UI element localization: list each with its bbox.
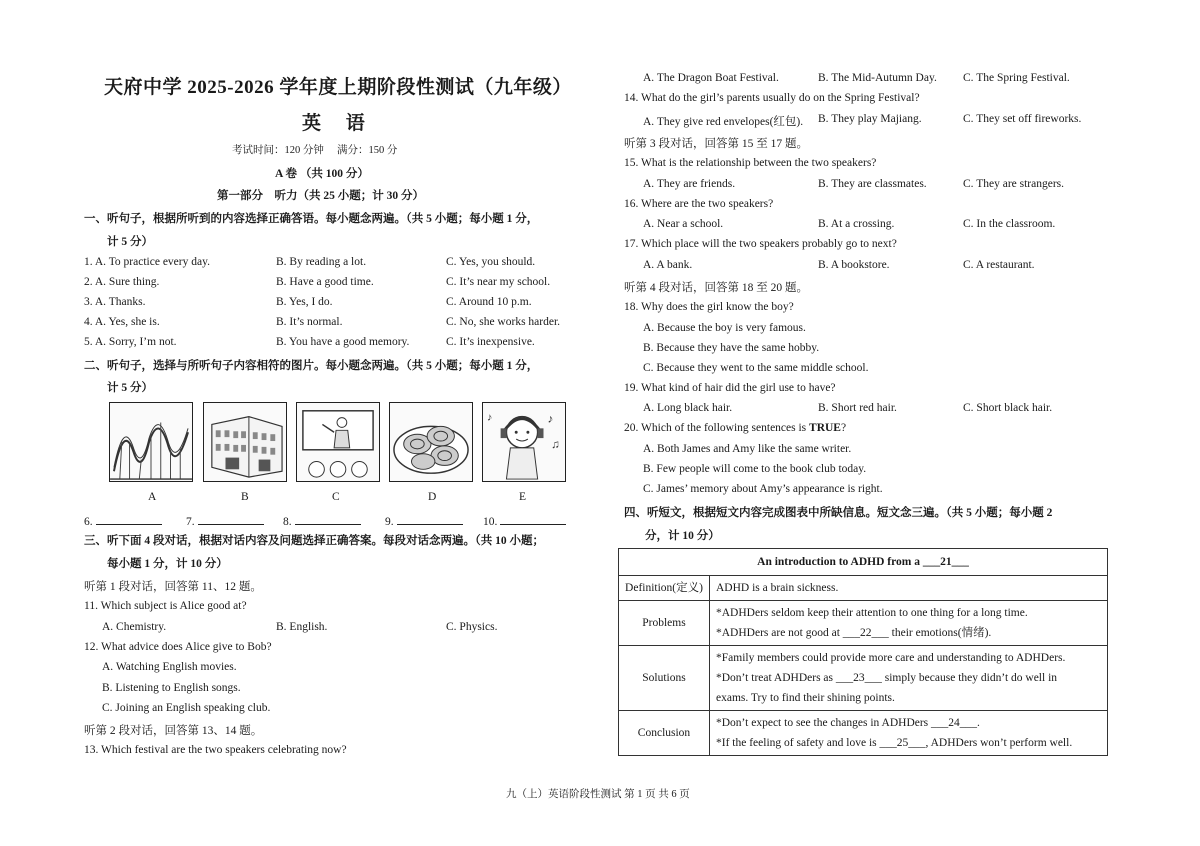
q14-option-c: C. They set off fireworks. [963,113,1082,125]
answer-blank-9[interactable]: 9. [385,512,463,528]
volume-heading: A 卷 （共 100 分） [275,168,369,180]
table-title: An introduction to ADHD from a ___21___ [619,549,1108,576]
q15-option-a: A. They are friends. [643,178,736,190]
table-row [619,576,1108,601]
q11-option-a: A. Chemistry. [102,621,167,633]
q5-option-c: C. It’s inexpensive. [446,336,535,348]
svg-text:♪: ♪ [547,412,554,426]
picture-d-mooncakes [389,402,473,482]
q20-option-c: C. James’ memory about Amy’s appearance is right. [643,483,883,495]
section3-heading-cont: 每小题 1 分，计 10 分） [107,558,228,570]
section3-heading: 三、听下面 4 段对话，根据对话内容及问题选择正确答案。每段对话念两遍。（共 10 小题； [84,535,544,547]
q2-option-b: B. Have a good time. [276,276,374,288]
q5-option-b: B. You have a good memory. [276,336,410,348]
q17-option-b: B. A bookstore. [818,259,890,271]
q5-option-a: 5. A. Sorry, I’m not. [84,336,177,348]
adhd-table [618,548,1108,756]
section4-heading: 四、听短文，根据短文内容完成图表中所缺信息。短文念三遍。（共 5 小题；每小题 2 [624,507,1053,519]
q2-option-c: C. It’s near my school. [446,276,551,288]
q4-option-b: B. It’s normal. [276,316,343,328]
answer-blank-10[interactable]: 10. [483,512,566,528]
picture-label-b: B [241,491,249,503]
page-title: 天府中学 2025-2026 学年度上期阶段性测试（九年级） [104,77,572,98]
q3-option-c: C. Around 10 p.m. [446,296,532,308]
q1-option-c: C. Yes, you should. [446,256,536,268]
q13-option-b: B. The Mid-Autumn Day. [818,72,937,84]
row-label-definition: Definition(定义) [619,576,710,601]
q4-option-c: C. No, she works harder. [446,316,561,328]
row-label-solutions: Solutions [619,646,710,711]
picture-label-c: C [332,491,340,503]
q11-option-b: B. English. [276,621,328,633]
page-footer: 九（上）英语阶段性测试 第 1 页 共 6 页 [506,789,690,800]
q19-option-b: B. Short red hair. [818,402,897,414]
table-header-row [619,549,1108,576]
row-content-definition: ADHD is a brain sickness. [710,576,1108,601]
section1-heading: 一、听句子，根据所听到的内容选择正确答语。每小题念两遍。（共 5 小题；每小题 1 分， [84,213,539,225]
row-content-conclusion: *Don’t expect to see the changes in ADHDers ___24___. *If the feeling of safety and love is ___25___, ADHDers won’t perform well. [710,711,1108,756]
q17-stem: 17. Which place will the two speakers probably go to next? [624,238,897,250]
q20-stem: 20. Which of the following sentences is TRUE? [624,422,847,434]
q1-option-a: 1. A. To practice every day. [84,256,210,268]
q18-option-a: A. Because the boy is very famous. [643,322,806,334]
q20-option-a: A. Both James and Amy like the same writer. [643,443,852,455]
picture-label-d: D [428,491,437,503]
q13-option-c: C. The Spring Festival. [963,72,1070,84]
part-heading: 第一部分 听力（共 25 小题；计 30 分） [217,190,424,202]
section1-heading-cont: 计 5 分） [107,236,153,248]
picture-label-a: A [148,491,157,503]
q16-option-a: A. Near a school. [643,218,724,230]
svg-text:♪: ♪ [486,411,493,424]
row-content-solutions: *Family members could provide more care and understanding to ADHDers. *Don’t treat ADHDers as ___23___ simply because they didn’t do well in exams. Try to find their shining points. [710,646,1108,711]
q12-option-c: C. Joining an English speaking club. [102,702,271,714]
q17-option-c: C. A restaurant. [963,259,1035,271]
q2-option-a: 2. A. Sure thing. [84,276,160,288]
q16-option-c: C. In the classroom. [963,218,1056,230]
dialogue-3-instruction: 听第 3 段对话，回答第 15 至 17 题。 [624,138,808,150]
q12-stem: 12. What advice does Alice give to Bob? [84,641,272,653]
q19-stem: 19. What kind of hair did the girl use to have? [624,382,836,394]
picture-b-building [203,402,287,482]
q1-option-b: B. By reading a lot. [276,256,367,268]
section2-heading-cont: 计 5 分） [107,382,153,394]
dialogue-4-instruction: 听第 4 段对话，回答第 18 至 20 题。 [624,282,808,294]
answer-blank-7[interactable]: 7. [186,512,264,528]
row-label-conclusion: Conclusion [619,711,710,756]
q18-option-b: B. Because they have the same hobby. [643,342,820,354]
picture-c-classroom [296,402,380,482]
exam-info: 考试时间：120 分钟 满分：150 分 [232,145,398,156]
q20-true-emphasis: TRUE [809,422,841,434]
section2-heading: 二、听句子，选择与所听句子内容相符的图片。每小题念两遍。（共 5 小题；每小题 1 分， [84,360,539,372]
q16-stem: 16. Where are the two speakers? [624,198,774,210]
dialogue-2-instruction: 听第 2 段对话，回答第 13、14 题。 [84,725,263,737]
table-row [619,601,1108,646]
q13-option-a: A. The Dragon Boat Festival. [643,72,779,84]
q4-option-a: 4. A. Yes, she is. [84,316,160,328]
q12-option-b: B. Listening to English songs. [102,682,241,694]
mooncakes-icon [390,403,472,481]
q14-stem: 14. What do the girl’s parents usually do on the Spring Festival? [624,92,920,104]
q16-option-b: B. At a crossing. [818,218,895,230]
svg-text:♫: ♫ [551,437,561,451]
row-label-problems: Problems [619,601,710,646]
q14-option-a: A. They give red envelopes(红包). [643,116,804,128]
q15-stem: 15. What is the relationship between the two speakers? [624,157,877,169]
q20-option-b: B. Few people will come to the book club today. [643,463,867,475]
q3-option-a: 3. A. Thanks. [84,296,146,308]
girl-music-icon [483,403,565,481]
picture-e-music [482,402,566,482]
row-content-problems: *ADHDers seldom keep their attention to one thing for a long time. *ADHDers are not good at ___22___ their emotions(情绪). [710,601,1108,646]
section4-heading-cont: 分，计 10 分） [645,530,720,542]
q18-stem: 18. Why does the girl know the boy? [624,301,794,313]
subject-title: 英 语 [302,113,375,134]
q19-option-c: C. Short black hair. [963,402,1053,414]
q11-option-c: C. Physics. [446,621,498,633]
answer-blank-6[interactable]: 6. [84,512,162,528]
q15-option-c: C. They are strangers. [963,178,1065,190]
q18-option-c: C. Because they went to the same middle school. [643,362,869,374]
answer-blank-8[interactable]: 8. [283,512,361,528]
picture-label-e: E [519,491,527,503]
q19-option-a: A. Long black hair. [643,402,733,414]
table-row [619,646,1108,711]
q14-option-b: B. They play Majiang. [818,113,922,125]
q13-stem: 13. Which festival are the two speakers celebrating now? [84,744,347,756]
q3-option-b: B. Yes, I do. [276,296,333,308]
q15-option-b: B. They are classmates. [818,178,927,190]
q17-option-a: A. A bank. [643,259,693,271]
q12-option-a: A. Watching English movies. [102,661,237,673]
q11-stem: 11. Which subject is Alice good at? [84,600,247,612]
picture-a-roller-coaster [109,402,193,482]
teacher-classroom-icon [297,403,379,481]
building-icon [204,403,286,481]
table-row [619,711,1108,756]
roller-coaster-icon [110,403,192,481]
dialogue-1-instruction: 听第 1 段对话，回答第 11、12 题。 [84,581,262,593]
